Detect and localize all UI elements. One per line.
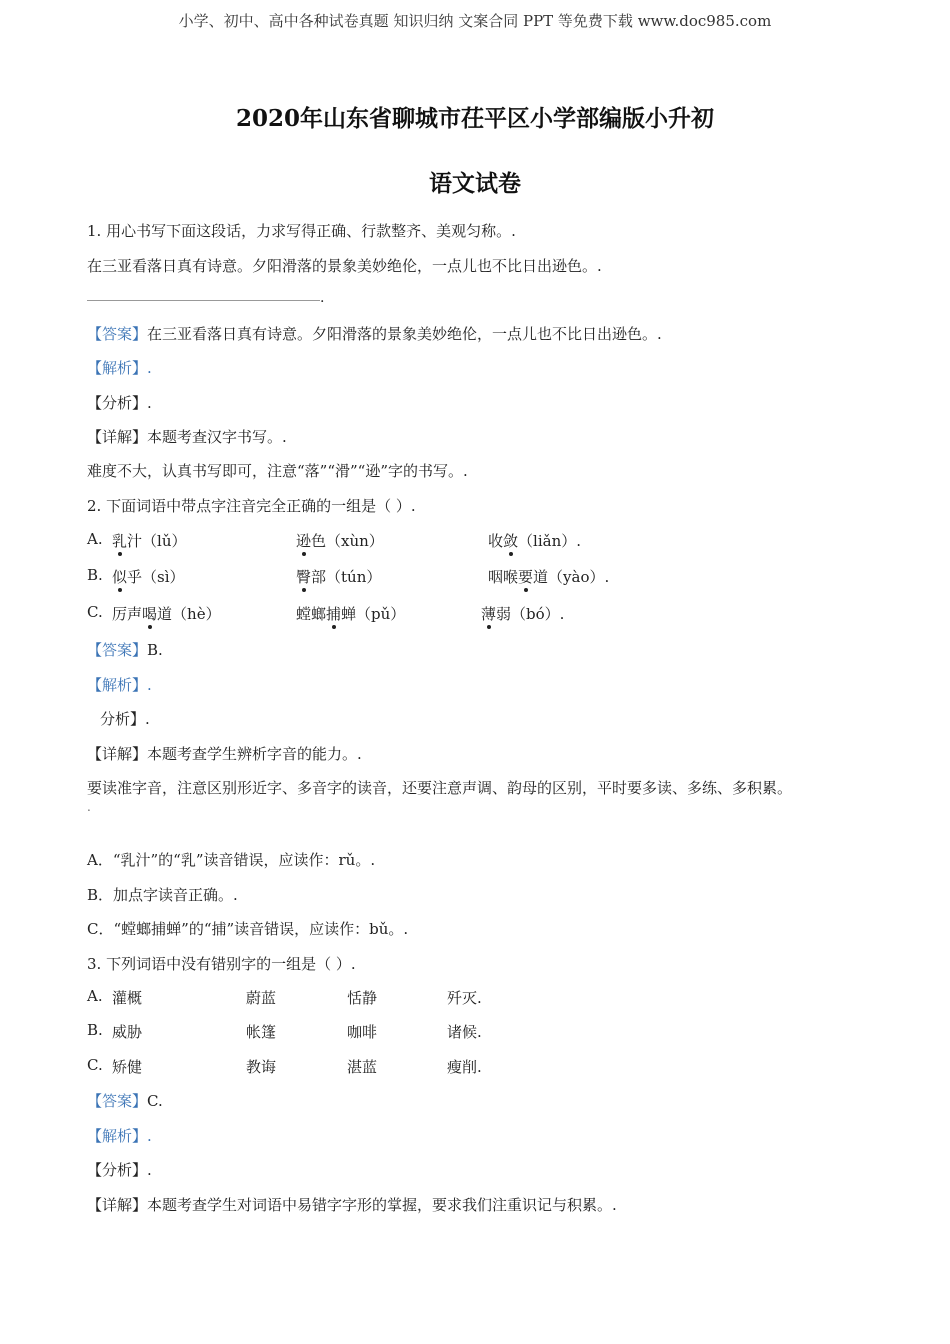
q3-jiexi: 【解析】. <box>87 1127 152 1145</box>
answer-text: B. <box>147 641 163 659</box>
q3-option-c-word3: 湛蓝 <box>347 1058 378 1076</box>
q3-option-a-word1: 灌概 <box>112 989 143 1007</box>
q2-option-c-word1: 厉声喝道（hè） <box>112 605 221 623</box>
q3-option-b-label: B. <box>87 1021 103 1039</box>
q2-option-a-label: A. <box>87 530 103 548</box>
q2-option-c-word2: 螳螂捕蝉（pǔ） <box>296 605 406 623</box>
q2-option-a-word1: 乳汁（lǔ） <box>112 532 187 550</box>
q2-xiangjie <box>87 743 362 764</box>
q3-option-b-word2: 帐篷 <box>246 1023 277 1041</box>
q2-jiexi: 【解析】. <box>87 676 152 694</box>
q2-answer <box>87 639 163 660</box>
answer-text: C. <box>147 1092 163 1110</box>
q2-option-c-label: C. <box>87 603 103 621</box>
q3-option-c-word1: 矫健 <box>112 1058 143 1076</box>
q2-option-a-word3: 收敛（liǎn）. <box>488 532 581 550</box>
q2-option-b-word1: 似乎（sì） <box>112 568 185 586</box>
q2-option-b-label: B. <box>87 566 103 584</box>
answer-tag: 【答案】 <box>87 641 148 659</box>
q3-option-c-word2: 教诲 <box>246 1058 277 1076</box>
q3-answer <box>87 1090 163 1111</box>
q3-option-c-label: C. <box>87 1056 103 1074</box>
q2-option-a-word2: 逊色（xùn） <box>296 532 384 550</box>
q1-blank-end: . <box>320 290 325 306</box>
q3-option-a-word4: 歼灭. <box>447 989 482 1007</box>
q3-option-a-word3: 恬静 <box>347 989 378 1007</box>
q2-explain-b: B．加点字读音正确。. <box>87 886 238 904</box>
q2-explain-c: C．“螳螂捕蝉”的“捕”读音错误，应读作：bǔ。. <box>87 920 409 938</box>
site-header: 小学、初中、高中各种试卷真题 知识归纳 文案合同 PPT 等免费下载 www.doc985.com <box>178 12 772 30</box>
xiangjie-tag: 【详解】 <box>87 745 148 763</box>
q3-fenxi: 【分析】. <box>87 1161 152 1179</box>
q2-option-b-word3: 咽喉要道（yào）. <box>488 568 610 586</box>
q3-option-b-word1: 威胁 <box>112 1023 143 1041</box>
q2-note: 要读准字音，注意区别形近字、多音字的读音，还要注意声调、韵母的区别，平时要多读、多练、多积累。 <box>87 779 793 797</box>
q3-xiangjie <box>87 1194 617 1215</box>
q1-prompt: 1. 用心书写下面这段话，力求写得正确、行款整齐、美观匀称。. <box>87 222 516 240</box>
q2-option-b-word2: 臀部（tún） <box>296 568 382 586</box>
q3-option-b-word3: 咖啡 <box>347 1023 378 1041</box>
q2-prompt: 2. 下面词语中带点字注音完全正确的一组是（ ）. <box>87 497 416 515</box>
q3-option-a-word2: 蔚蓝 <box>246 989 277 1007</box>
q1-answer <box>87 323 662 344</box>
q3-option-c-word4: 瘦削. <box>447 1058 482 1076</box>
q1-note: 难度不大，认真书写即可，注意“落”“滑”“逊”字的书写。. <box>87 462 468 480</box>
q1-xiangjie <box>87 426 287 447</box>
q3-prompt: 3. 下列词语中没有错别字的一组是（ ）. <box>87 955 356 973</box>
q1-jiexi: 【解析】. <box>87 359 152 377</box>
q2-note-tail: . <box>87 800 91 814</box>
q1-writing-blank <box>87 288 320 301</box>
xiangjie-text: 本题考查学生对词语中易错字字形的掌握，要求我们注重识记与积累。. <box>147 1196 617 1214</box>
q2-fenxi: 分析】. <box>100 710 150 728</box>
q3-option-a-label: A. <box>87 987 103 1005</box>
answer-tag: 【答案】 <box>87 1092 148 1110</box>
xiangjie-text: 本题考查学生辨析字音的能力。. <box>147 745 362 763</box>
q1-passage: 在三亚看落日真有诗意。夕阳滑落的景象美妙绝伦，一点儿也不比日出逊色。. <box>87 257 602 275</box>
xiangjie-tag: 【详解】 <box>87 428 148 446</box>
q3-option-b-word4: 诸候. <box>447 1023 482 1041</box>
exam-subtitle: 语文试卷 <box>429 170 521 197</box>
answer-text: 在三亚看落日真有诗意。夕阳滑落的景象美妙绝伦，一点儿也不比日出逊色。. <box>147 325 662 343</box>
q2-explain-a: A．“乳汁”的“乳”读音错误，应读作：rǔ。. <box>87 851 376 869</box>
exam-title: 2020年山东省聊城市茌平区小学部编版小升初 <box>235 105 714 132</box>
xiangjie-tag: 【详解】 <box>87 1196 148 1214</box>
q1-fenxi: 【分析】. <box>87 394 152 412</box>
q2-option-c-word3: 薄弱（bó）. <box>481 605 565 623</box>
xiangjie-text: 本题考查汉字书写。. <box>147 428 287 446</box>
answer-tag: 【答案】 <box>87 325 148 343</box>
